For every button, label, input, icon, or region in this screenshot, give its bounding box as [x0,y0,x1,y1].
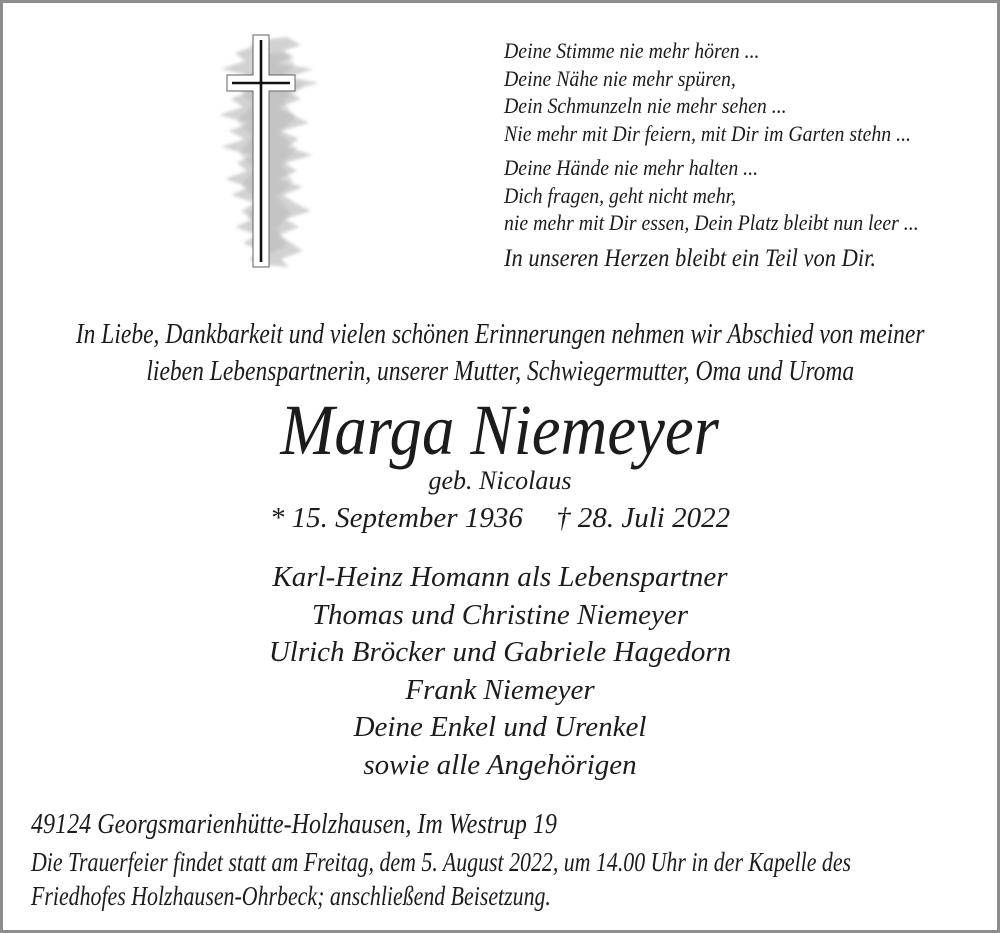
deceased-name-block [3,390,997,470]
poem-closing-line: In unseren Herzen bleibt ein Teil von Dir. [504,244,877,272]
funeral-line: Die Trauerfeier findet statt am Freitag, dem 5. August 2022, um 14.00 Uhr in der Kapelle des [31,847,852,877]
poem-line: nie mehr mit Dir essen, Dein Platz bleibt nun leer ... [504,210,919,235]
poem-line: Deine Nähe nie mehr spüren, [504,65,736,91]
death-date: † 28. Juli 2022 [556,502,731,534]
mourner-line: Karl-Heinz Homann als Lebenspartner [272,561,728,593]
poem-line: Dein Schmunzeln nie mehr sehen ... [504,93,787,118]
poem-line: Dich fragen, geht nicht mehr, [504,182,737,208]
mourner-line: Frank Niemeyer [405,673,595,706]
cross-icon [191,25,353,277]
poem-line: Nie mehr mit Dir feiern, mit Dir im Garten stehn ... [504,120,911,146]
mourner-line: Ulrich Bröcker und Gabriele Hagedorn [268,636,732,668]
mourner-line: Thomas und Christine Niemeyer [311,598,689,631]
poem-line: Deine Stimme nie mehr hören ... [504,38,760,63]
mourner-line: sowie alle Angehörigen [363,748,637,781]
maiden-name: geb. Nicolaus [428,466,572,495]
funeral-details [31,846,1000,913]
mourner-line: Deine Enkel und Urenkel [353,711,647,743]
address-line: 49124 Georgsmarienhütte-Holzhausen, Im Westrup 19 [31,809,557,840]
cross-graphic [191,25,353,277]
funeral-line: Friedhofes Holzhausen-Ohrbeck; anschließend Beisetzung. [31,880,551,911]
birth-date: * 15. September 1936 [269,502,523,534]
intro-line: lieben Lebenspartnerin, unserer Mutter, Schwiegermutter, Oma und Uroma [146,356,854,387]
intro-line: In Liebe, Dankbarkeit und vielen schönen Erinnerungen nehmen wir Abschied von meiner [75,319,925,350]
poem-line: Deine Hände nie mehr halten ... [504,155,759,180]
mourners-list [3,559,997,784]
deceased-name: Marga Niemeyer [280,390,720,470]
memorial-poem [504,37,965,275]
farewell-intro [3,316,997,390]
life-dates [3,502,997,535]
